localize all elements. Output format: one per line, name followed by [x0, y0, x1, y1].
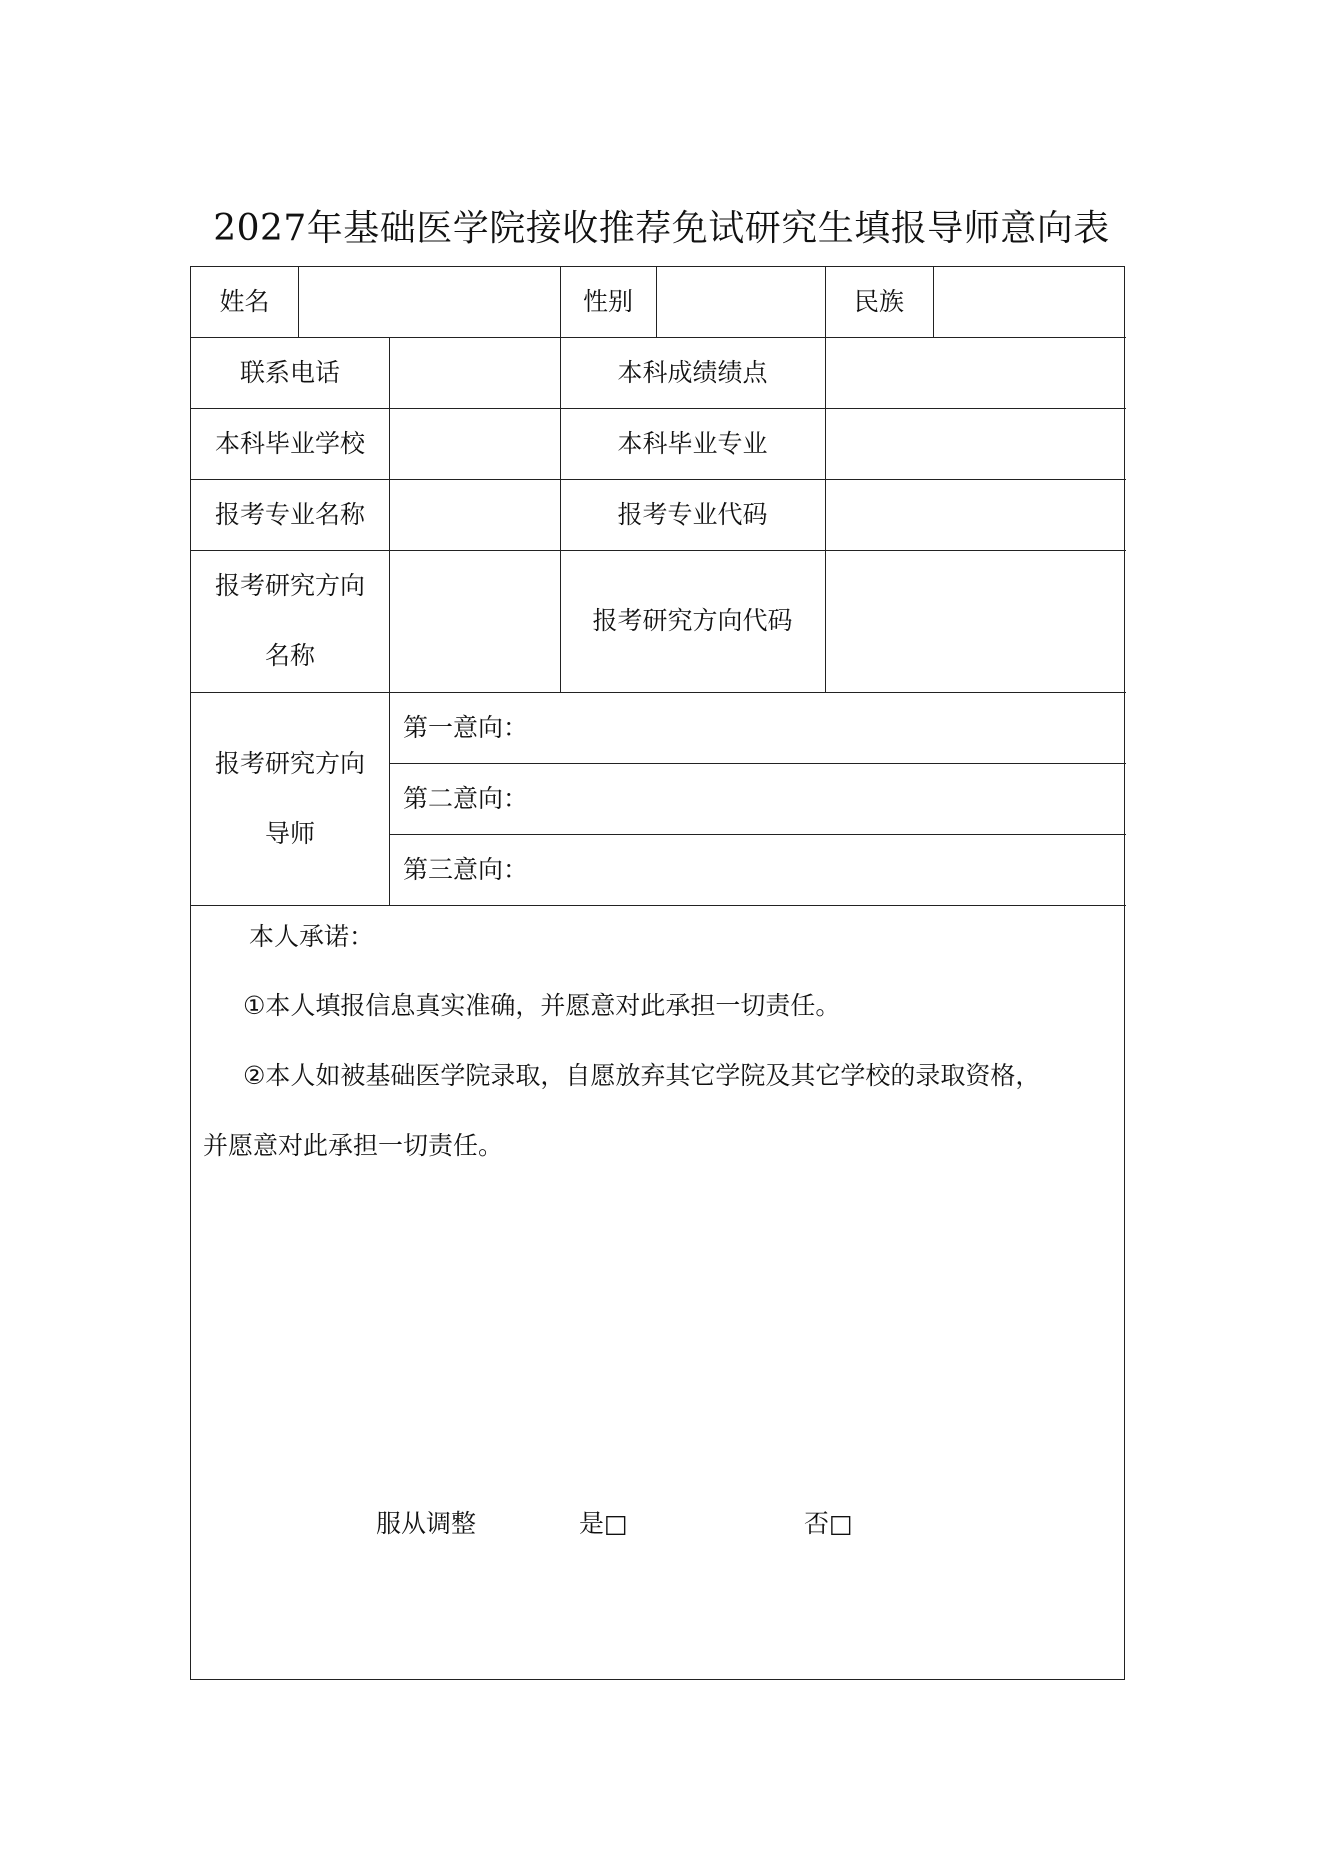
apply-major-name-input[interactable] [390, 481, 559, 549]
apply-major-code-label: 报考专业代码 [617, 499, 768, 529]
adjustment-yes-checkbox[interactable]: 是□ [579, 1509, 628, 1538]
pledge-item-2-line1: ②本人如被基础医学院录取，自愿放弃其它学院及其它学校的录取资格， [243, 1061, 1041, 1090]
second-intention-field[interactable]: 第二意向： [403, 783, 529, 813]
name-input[interactable] [299, 268, 559, 336]
gpa-input[interactable] [826, 339, 1124, 407]
undergrad-school-label: 本科毕业学校 [214, 428, 365, 458]
undergrad-major-input[interactable] [826, 410, 1124, 478]
undergrad-school-input[interactable] [390, 410, 559, 478]
direction-code-label: 报考研究方向代码 [592, 606, 793, 635]
direction-name-label [191, 550, 389, 692]
page-title: 2027年基础医学院接收推荐免试研究生填报导师意向表 [213, 208, 1110, 249]
pledge-item-1: ①本人填报信息真实准确，并愿意对此承担一切责任。 [243, 991, 841, 1020]
application-form [190, 266, 1125, 1680]
direction-name-input[interactable] [390, 552, 559, 691]
adjustment-label: 服从调整 [376, 1509, 477, 1538]
third-intention-field[interactable]: 第三意向： [403, 854, 529, 884]
supervisor-label-line1: 报考研究方向 [214, 748, 365, 778]
supervisor-label [191, 692, 389, 905]
direction-code-input[interactable] [826, 552, 1124, 691]
gender-input[interactable] [657, 268, 824, 336]
pledge-heading: 本人承诺： [249, 922, 375, 951]
apply-major-name-label: 报考专业名称 [214, 499, 365, 529]
name-label: 姓名 [219, 287, 270, 316]
ethnicity-input[interactable] [934, 268, 1124, 336]
gender-label: 性别 [582, 287, 633, 316]
ethnicity-label: 民族 [853, 287, 904, 316]
apply-major-code-input[interactable] [826, 481, 1124, 549]
phone-label: 联系电话 [239, 357, 340, 387]
gpa-label: 本科成绩绩点 [617, 357, 768, 387]
pledge-item-2-line2: 并愿意对此承担一切责任。 [203, 1131, 504, 1160]
supervisor-label-line2: 导师 [264, 818, 315, 848]
adjustment-no-checkbox[interactable]: 否□ [804, 1509, 853, 1538]
first-intention-field[interactable]: 第一意向： [403, 712, 529, 742]
phone-input[interactable] [390, 339, 559, 407]
direction-name-label-line2: 名称 [264, 641, 315, 670]
direction-name-label-line1: 报考研究方向 [214, 571, 365, 600]
undergrad-major-label: 本科毕业专业 [617, 428, 768, 458]
